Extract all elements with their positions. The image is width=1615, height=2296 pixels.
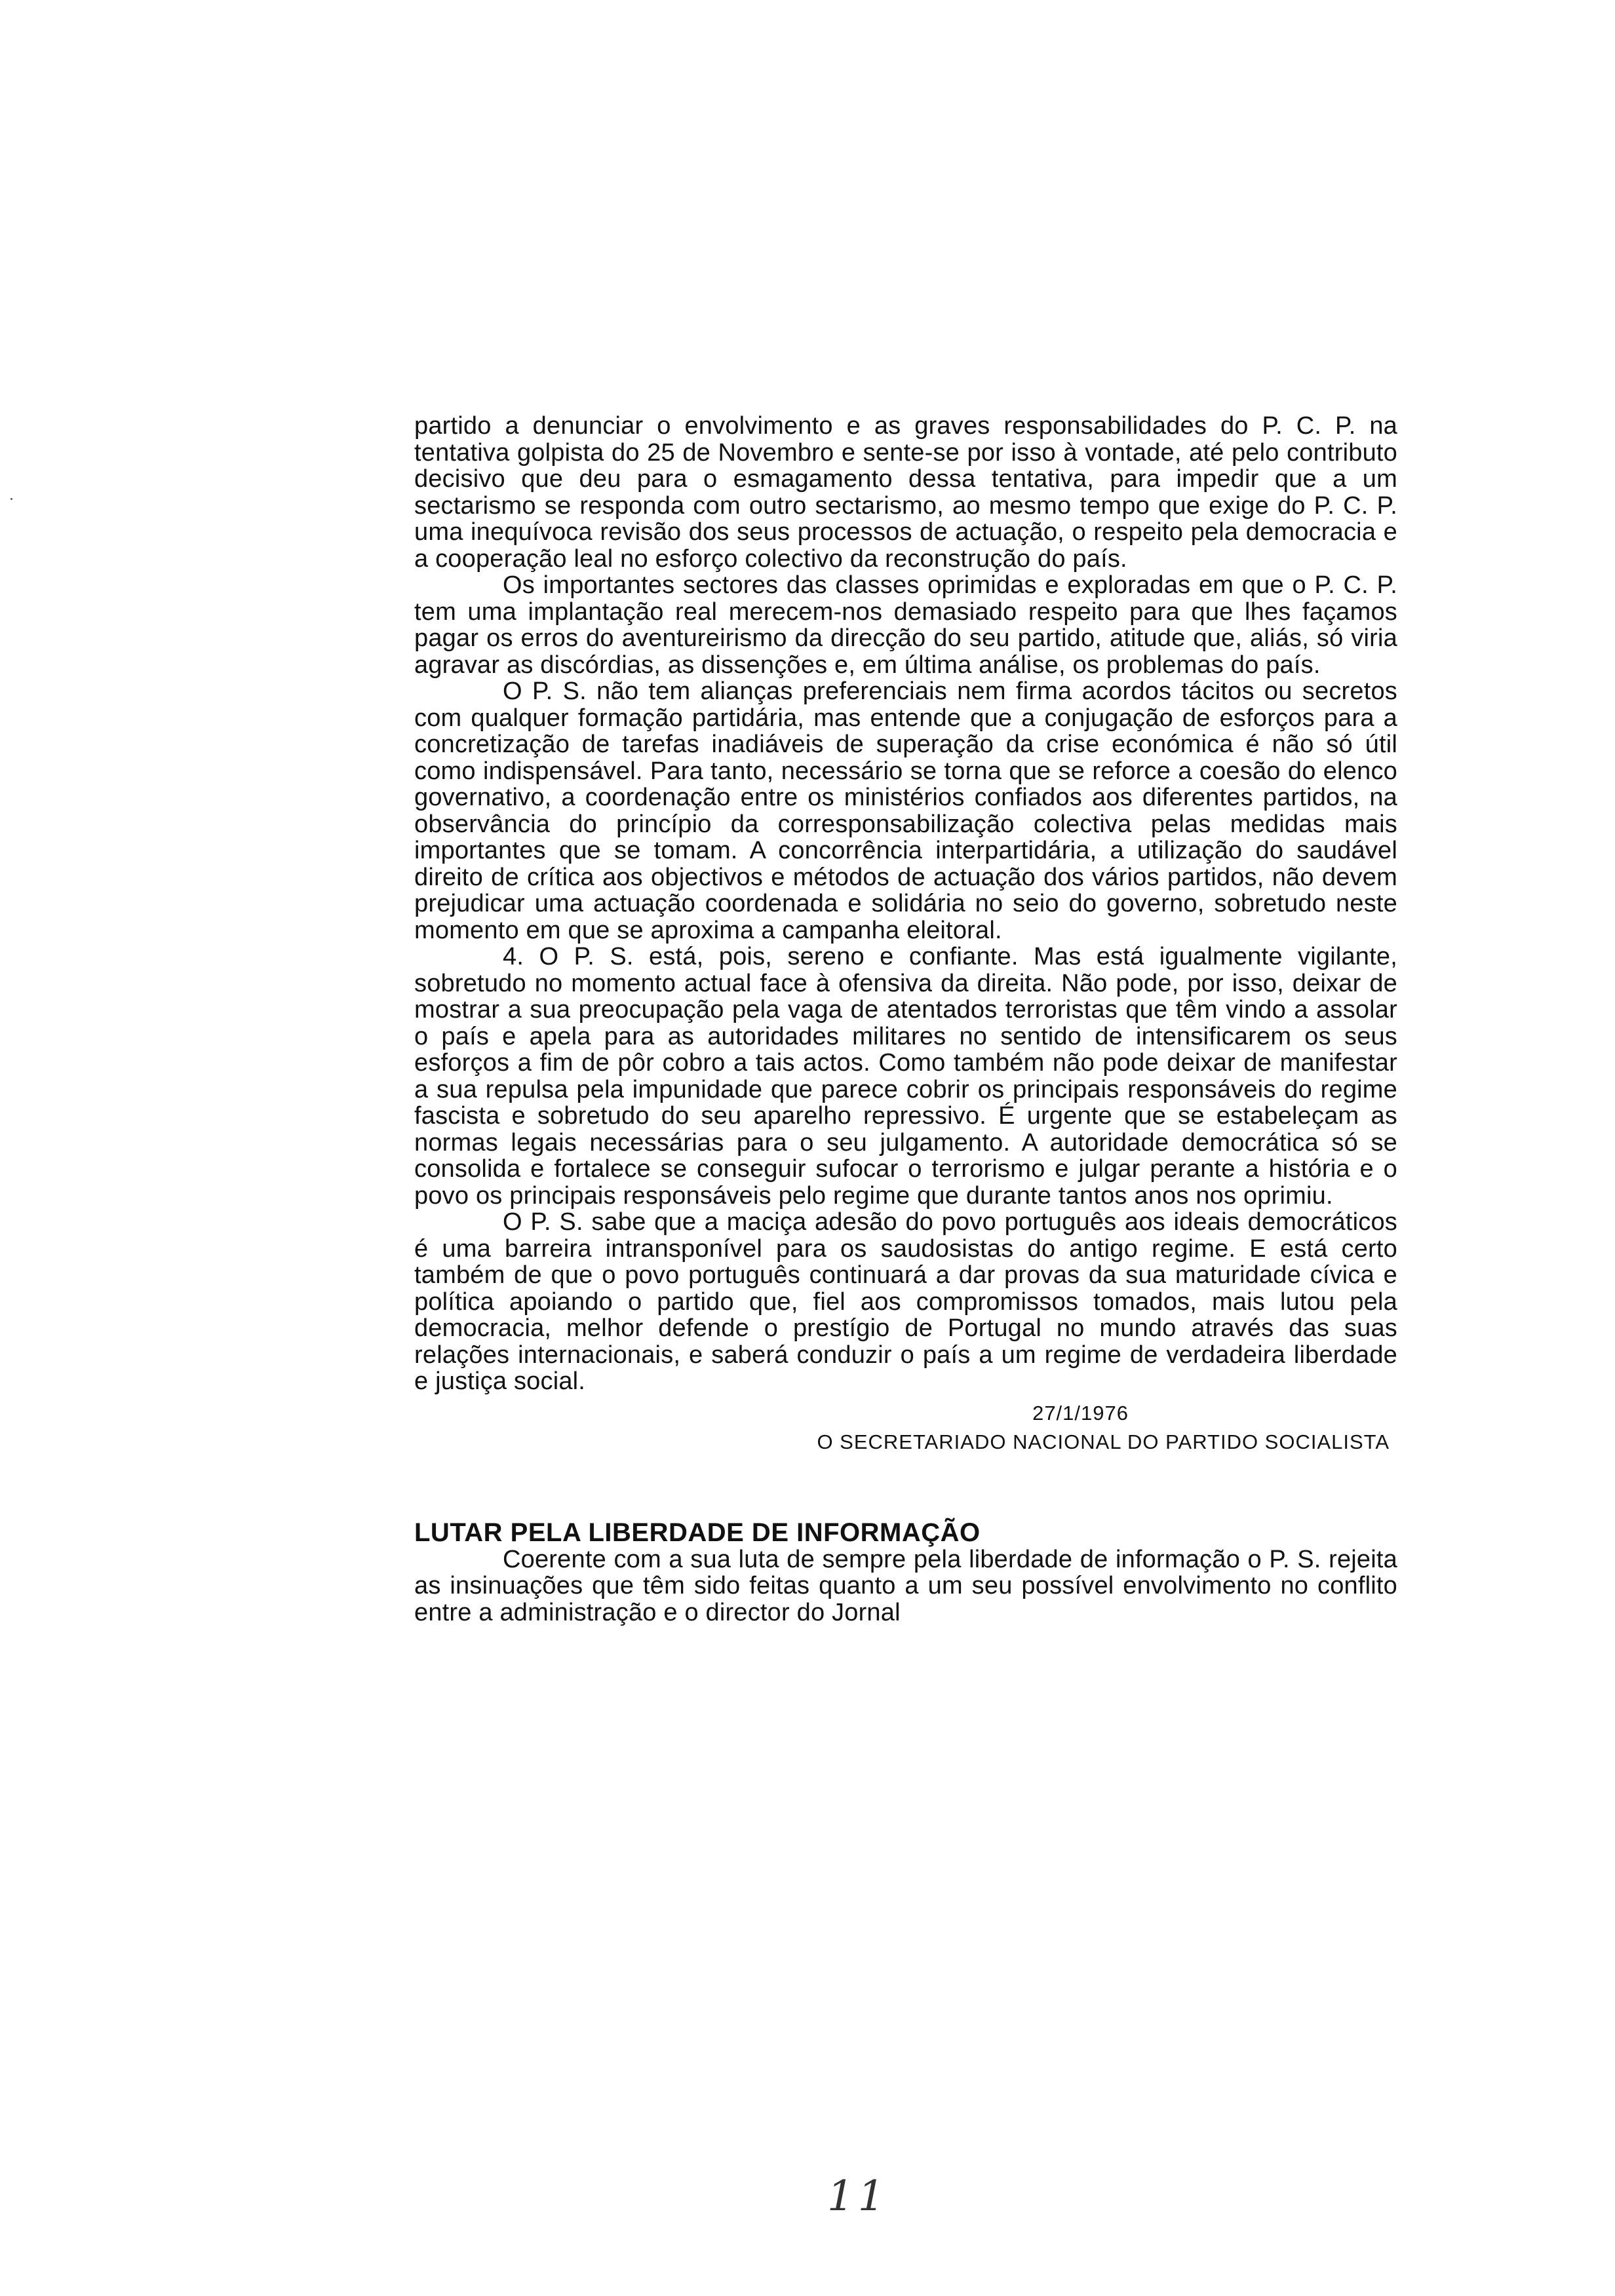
- signature-block: [414, 1399, 1397, 1457]
- paragraph-5: O P. S. sabe que a maciça adesão do povo português aos ideais democráticos é uma barreira intransponível para os saudosistas do antigo regime. E está certo também de que o povo português continuará a dar provas da sua maturidade cívica e política apoiando o partido que, fiel aos compromissos tomados, mais lutou pela democracia, melhor defende o prestígio de Portugal no mundo através das suas relações internacionais, e saberá conduzir o país a um regime de verdadeira liberdade e justiça social.: [414, 1208, 1397, 1395]
- section-heading: LUTAR PELA LIBERDADE DE INFORMAÇÃO: [414, 1518, 981, 1547]
- signature-organization: O SECRETARIADO NACIONAL DO PARTIDO SOCIALISTA: [817, 1430, 1390, 1453]
- signature-date: 27/1/1976: [1032, 1401, 1129, 1425]
- scan-speck: [10, 498, 12, 500]
- section-paragraph: Coerente com a sua luta de sempre pela liberdade de informação o P. S. rejeita as insinuações que têm sido feitas quanto a um seu possível envolvimento no conflito entre a administração e o director do Jornal: [414, 1545, 1397, 1626]
- paragraph-3: O P. S. não tem alianças preferenciais nem firma acordos tácitos ou secretos com qualquer formação partidária, mas entende que a conjugação de esforços para a concretização de tarefas inadiáveis de superação da crise económica é não só útil como indispensável. Para tanto, necessário se torna que se reforce a coesão do elenco governativo, a coordenação entre os ministérios confiados aos diferentes partidos, na observância do princípio da corresponsabilização colectiva pelas medidas mais importantes que se tomam. A concorrência interpartidária, a utilização do saudável direito de crítica aos objectivos e métodos de actuação dos vários partidos, não devem prejudicar uma actuação coordenada e solidária no seio do governo, sobretudo neste momento em que se aproxima a campanha eleitoral.: [414, 678, 1397, 944]
- paragraph-2: Os importantes sectores das classes oprimidas e exploradas em que o P. C. P. tem uma implantação real merecem-nos demasiado respeito para que lhes façamos pagar os erros do aventureirismo da direcção do seu partido, atitude que, aliás, só viria agravar as discórdias, as dissenções e, em última análise, os problemas do país.: [414, 571, 1397, 679]
- paragraph-4: 4. O P. S. está, pois, sereno e confiante. Mas está igualmente vigilante, sobretudo no momento actual face à ofensiva da direita. Não pode, por isso, deixar de mostrar a sua preocupação pela vaga de atentados terroristas que têm vindo a assolar o país e apela para as autoridades militares no sentido de intensificarem os seus esforços a fim de pôr cobro a tais actos. Como também não pode deixar de manifestar a sua repulsa pela impunidade que parece cobrir os principais responsáveis do regime fascista e sobretudo do seu aparelho repressivo. É urgente que se estabeleçam as normas legais necessárias para o seu julgamento. A autoridade democrática só se consolida e fortalece se conseguir sufocar o terrorismo e julgar perante a história e o povo os principais responsáveis pelo regime que durante tantos anos nos oprimiu.: [414, 943, 1397, 1210]
- handwritten-page-number: 11: [827, 2172, 889, 2221]
- document-text-column: [414, 413, 1397, 1626]
- paragraph-1: partido a denunciar o envolvimento e as graves responsabilidades do P. C. P. na tentativa golpista do 25 de Novembro e sente-se por isso à vontade, até pelo contributo decisivo que deu para o esmagamento dessa tentativa, para impedir que a um sectarismo se responda com outro sectarismo, ao mesmo tempo que exige do P. C. P. uma inequívoca revisão dos seus processos de actuação, o respeito pela democracia e a cooperação leal no esforço colectivo da reconstrução do país.: [414, 412, 1397, 573]
